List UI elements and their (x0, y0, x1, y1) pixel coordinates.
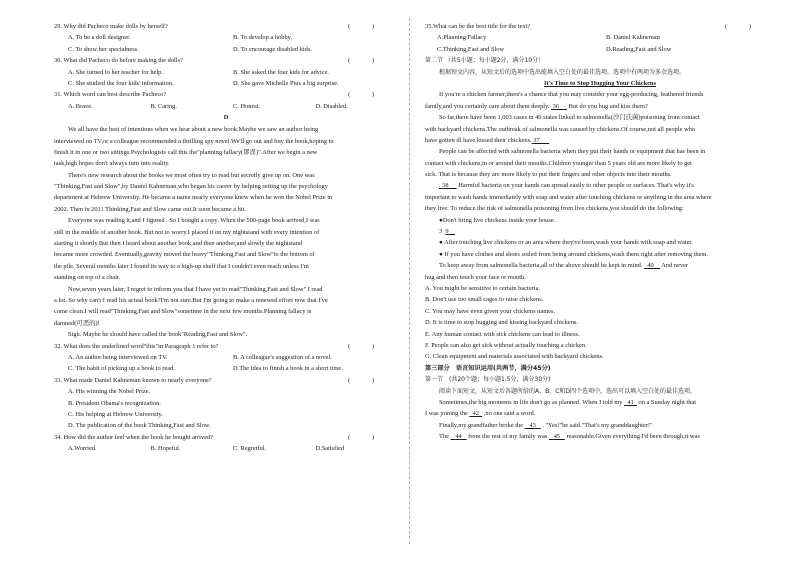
option-b: B. Daniel Kahneman (606, 34, 660, 42)
blank-44 (451, 433, 467, 440)
blank-number: 45 (553, 433, 561, 441)
passage-line: important to wash hands immediately with soap and water after touching chickens or anything in the area where (425, 193, 712, 201)
passage-line: hug and then touch your face or mouth. (425, 273, 526, 281)
passage-line: task,high hopes don't always turn into reality. (54, 160, 170, 168)
question-stem: 29. Why did Pacheco make dolls by herself? (54, 23, 168, 30)
passage-text: family,and you certainly care about them deeply. (425, 102, 552, 110)
option-a: A. An author being interviewed on TV. (68, 353, 168, 361)
passage-line: interviewed on TV,or a colleague recommended a thrilling spy novel.We'll go out and buy the book,hoping to (54, 137, 334, 145)
blank-number: 36 (552, 102, 560, 110)
passage-text: To keep away from salmonella bacteria,all of the above should be kept in mind. (439, 262, 643, 270)
passage-text: on a Sunday night that (636, 398, 697, 406)
blank-38 (439, 182, 457, 189)
blank-number: 37 (533, 136, 540, 144)
passage-line: Everyone was reading it,and I figured . So I bought a copy. When the 500-page book arrived,I was (68, 217, 320, 225)
question-stem: 35.What can be the best title for the text? (425, 23, 531, 30)
blank-39 (445, 228, 455, 235)
question-30 (54, 58, 398, 69)
passage-line: the pile. Several months later I found its way to a high-up shelf that I couldn't even reach unless I'm (54, 262, 309, 270)
blank-number: 43 (529, 421, 536, 429)
option-b: B. To develop a hobby. (233, 34, 293, 42)
question-stem: 33. What made Daniel Kahneman known to nearly everyone? (54, 376, 212, 384)
option-a: A. Brave. (68, 102, 93, 110)
question-stem: 34. How did the author feel when the book he bought arrived? (54, 433, 214, 441)
choice-e: E. Any human contact with sick chickens can lead to illness. (425, 330, 580, 338)
option-a: A. To be a doll designer. (68, 34, 131, 42)
option-d: D. She gave Michelle Pius a big surprise. (233, 79, 339, 87)
blank-prefix: 3 (439, 228, 443, 236)
option-d: D.The idea to finish a book in a short time. (233, 365, 343, 373)
choice-d: D. It is time to stop hugging and kissing backyard chickens. (425, 319, 578, 327)
option-d: D.Reading,Fast and Slow (606, 45, 672, 53)
answer-parentheses: ( ) (348, 376, 384, 384)
passage-line: damned(可恶的)! (54, 319, 100, 327)
blank-number: 41 (627, 398, 634, 406)
option-a: A.Planning Fallacy (437, 34, 487, 42)
passage-line: department at Hebrew University. He became a name nearly everyone knew when he won the Nobel Prize in (54, 194, 333, 202)
passage-line: still in the middle of another book. But not to worry.I placed it on my nightstand with every intention of (54, 228, 320, 236)
passage-text: Harmful bacteria on your hands can spread easily to other people or surfaces. That's why it's (456, 182, 694, 190)
option-d: D. The publication of the book Thinking,Fast and Slow. (68, 422, 211, 430)
passage-line: So far,there have been 1,003 cases in 49 states linked to salmonella(沙门氏菌)poisoning from contact (439, 114, 700, 122)
option-c: C. Regretful. (233, 445, 267, 453)
question-34 (54, 435, 398, 446)
passage-text: have gotten ill have kissed their chickens. (425, 136, 532, 144)
answer-parentheses: ( ) (348, 433, 384, 441)
passage-line: Sigh. Maybe he should have called the book"Reading,Fast and Slow". (68, 331, 248, 339)
passage-d (54, 127, 398, 343)
option-b: B. President Obama's recognization. (68, 399, 161, 407)
question-stem: 31. Which word can best describe Pacheco? (54, 91, 167, 99)
blank-number: 9 (445, 228, 449, 236)
part-3-section-1: 第一节 (共20个题；每小题1.5分，满分30分) (425, 376, 551, 384)
option-c: C. To show her specialness. (68, 45, 139, 53)
bullet-item: ●Don't bring live chickens inside your house. (439, 216, 556, 224)
blank-42 (469, 410, 482, 417)
passage-text: Finally,my grandfather broke the (439, 421, 525, 429)
answer-parentheses: ( ) (348, 342, 384, 350)
option-b: B. Caring. (150, 102, 177, 110)
passage-text: And never (660, 262, 689, 270)
bullet-item: ● If you have clothes and shoes soiled from being around chickens,wash them right after removing them. (439, 250, 708, 258)
option-c: C. Honest. (233, 102, 261, 110)
passage-line: contact with chickens,in or around their mouths.Children younger than 5 years old are more likely to get (425, 159, 692, 167)
passage-text: Sometimes,the big moments in life don't go as planned. When I told my (439, 398, 625, 406)
passage-text: But do you hug and kiss them? (567, 102, 648, 110)
passage-line: If you're a chicken farmer,there's a chance that you may consider your egg-producing, feathered friends (439, 91, 704, 99)
option-b: B. A colleague's suggestion of a novel. (233, 353, 332, 361)
option-d: D.Satisfied (315, 445, 345, 453)
passage-line: finish it in one or two sittings.Psychologists call this the"planning fallacy(谬误)".After we begin a new (54, 148, 318, 156)
blank-43 (525, 422, 541, 429)
option-a: A. His winning the Nobel Prize. (68, 388, 151, 396)
section-d-label: D (223, 114, 229, 122)
option-c: C. She studied the four kids' information. (68, 79, 174, 87)
blank-36 (551, 103, 567, 110)
option-d: D. Disabled. (315, 102, 348, 110)
section-2-heading: 第二节 （共5小题；每小题2分，满分10分） (425, 57, 545, 65)
passage-line: they live. To reduce the risk of salmonella poisoning from live chickens,you should do the following: (425, 205, 684, 213)
option-b: B. Hopeful. (150, 445, 181, 453)
answer-parentheses: ( ) (348, 23, 384, 30)
passage-text: The (439, 433, 451, 441)
passage-line: Now,seven years later, I regret to inform you that I have yet to read"Thinking,Fast and Slow" I read (68, 285, 323, 293)
right-column (425, 24, 775, 445)
part-3-heading: 第三部分 语言知识运用(共两节，满分45分) (425, 364, 551, 372)
passage-line: became more crowded. Eventually,gravity moved the heavy"Thinking,Fast and Slow"to the bottom of (54, 251, 315, 259)
choice-b: B. Don't use too small cages to raise chickens. (425, 296, 544, 304)
cloze-line (425, 434, 775, 445)
blank-number: 44 (455, 433, 462, 441)
choice-a: A. You might be sensitive to certain bacteria. (425, 284, 541, 292)
passage-line: There's new research about the books we most often try to read but secretly give up on. One was (68, 171, 315, 179)
question-stem: 30. What did Pacheco do before making the dolls? (54, 57, 183, 65)
blank-45 (549, 433, 565, 440)
question-stem: 32. What does the underlined word"this"in Paragraph 1 refer to? (54, 342, 219, 350)
blank-37 (532, 137, 550, 144)
left-column (54, 24, 398, 457)
passage-line: with backyard chickens.The outbreak of salmonella was caused by chickens.Of course,not all people who (425, 125, 696, 133)
passage-title-text: It's Time to Stop Hugging Your Chickens (544, 79, 656, 87)
blank-40 (644, 262, 660, 269)
passage-text: reasonable.Given everything I'd been through,it was (564, 433, 700, 441)
passage-text: . "Yes!"he said."That's my granddaughter!" (540, 421, 653, 429)
passage-line: standing on top of a chair. (54, 274, 121, 282)
option-c: C. His helping at Hebrew University. (68, 410, 163, 418)
choice-f: F. People can also get sick without actually touching a chicken. (425, 341, 587, 349)
options-34 (54, 446, 398, 457)
bullet-item: ● After touching live chickens or an area where they've been,wash your hands with soap and water. (439, 239, 693, 247)
answer-parentheses: ( ) (725, 23, 761, 30)
blank-41 (624, 399, 637, 406)
passage-text: ,no one said a word. (482, 410, 536, 418)
passage-line: People can be affected with salmonella bacteria when they put their hands or equipment that has been in (439, 148, 706, 156)
passage-line: sick. That is because they are more likely to put their fingers and other objects into their mouths. (425, 171, 672, 179)
choice-g: G. Clean equipment and materials associated with backyard chickens. (425, 353, 604, 361)
option-c: C.Thinking,Fast and Slow (437, 45, 505, 53)
option-d: D. To encourage disabled kids. (233, 45, 312, 53)
passage-line: a lot. So why can't I read his actual book?I'm not sure.But I'm going to make a renewed effort now that I've (54, 296, 328, 304)
passage-line: "Thinking,Fast and Slow",by Daniel Kahneman,who began his career by helping setting up the psychology (54, 183, 328, 191)
blank-number: 42 (472, 410, 479, 418)
passage-text: from the rest of my family was (466, 433, 549, 441)
answer-parentheses: ( ) (348, 57, 384, 65)
blank-number: 38 (442, 182, 449, 190)
passage-line (425, 263, 775, 274)
option-a: A. She turned to her teacher for help. (68, 68, 163, 76)
section-2-instructions: 根据短文内容，从短文后的选项中选出能填入空白处的最佳选项。选项中有两项为多余选项。 (439, 68, 686, 76)
answer-parentheses: ( ) (348, 91, 384, 99)
passage-line: come clean.I will read"Thinking,Fast and Slow"sometime in the next few months.Planning fallacy is (54, 308, 312, 316)
choice-c: C. You may have even given your chickens names. (425, 307, 556, 315)
passage-text: I was joining the (425, 410, 470, 418)
part-3-instructions: 阅读下面短文，从短文后各题所给的A、B、C和D四个选项中，选出可以填入空白处的最佳选项。 (439, 387, 697, 395)
blank-number: 40 (647, 262, 654, 270)
options-32-row2 (54, 366, 398, 377)
option-b: B. She asked the four kids for advice. (233, 68, 330, 76)
option-a: A.Worried. (68, 445, 97, 453)
passage-line: We all have the best of intentions when we hear about a new book.Maybe we saw an author being (68, 126, 319, 134)
column-divider (409, 18, 410, 544)
option-c: C. The habit of picking up a book to read. (68, 365, 175, 373)
passage-line: starting it shortly.But then I heard about another book,and then another,and slowly the nightstand (54, 240, 303, 248)
passage-line: 2002. Then in 2011 Thinking,Fast and Slow came out.It soon became a hit. (54, 205, 246, 213)
